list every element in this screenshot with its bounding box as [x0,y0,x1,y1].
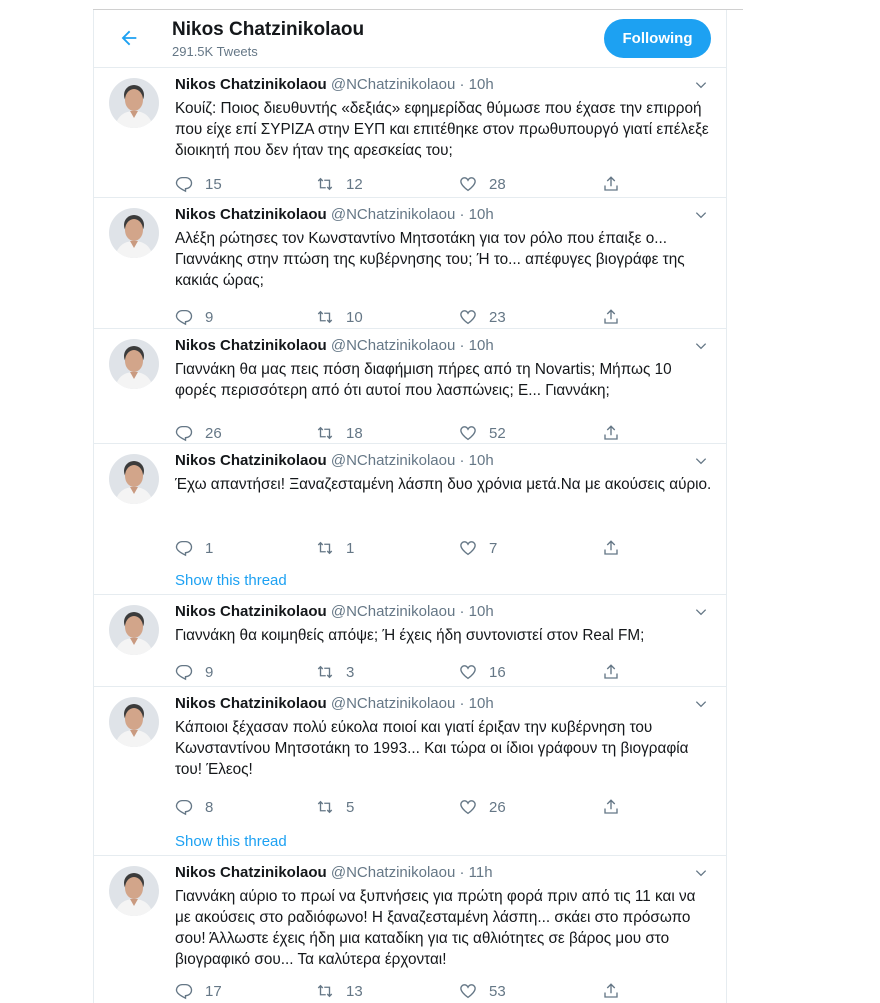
share-button[interactable] [602,173,620,195]
back-button[interactable] [118,27,142,51]
reply-count: 9 [205,663,214,681]
arrow-left-icon [118,27,140,49]
retweet-count: 5 [346,798,355,816]
like-count: 16 [489,663,506,681]
retweet-button[interactable] [316,422,363,444]
retweet-icon [316,982,334,1000]
avatar[interactable] [109,605,159,655]
retweet-icon [316,175,334,193]
heart-icon [459,539,477,557]
tweet-menu-button[interactable] [694,339,710,355]
share-icon [602,175,620,193]
meta-separator: · [459,337,465,354]
tweet-text: Γιαννάκη θα κοιμηθείς απόψε; Ή έχεις ήδη συντονιστεί στον Real FM; [175,627,645,644]
chevron-down-icon [694,339,708,353]
tweet-menu-button[interactable] [694,605,710,621]
reply-icon [175,798,193,816]
like-button[interactable] [459,422,506,444]
like-count: 23 [489,308,506,326]
author-name[interactable]: Nikos Chatzinikolaou [175,864,327,881]
like-button[interactable] [459,796,506,818]
reply-button[interactable] [175,422,222,444]
author-handle[interactable]: @NChatzinikolaou [330,864,456,881]
tweet-time[interactable]: 10h [468,452,494,469]
author-handle[interactable]: @NChatzinikolaou [330,452,456,469]
author-handle[interactable]: @NChatzinikolaou [330,695,456,712]
tweet-meta [175,337,494,354]
heart-icon [459,308,477,326]
retweet-icon [316,663,334,681]
retweet-count: 13 [346,982,363,1000]
tweet-time[interactable]: 11h [468,864,493,881]
meta-separator: · [459,603,465,620]
reply-icon [175,308,193,326]
tweet-time[interactable]: 10h [468,206,494,223]
like-count: 7 [489,539,498,557]
tweet-time[interactable]: 10h [468,337,494,354]
tweet-text: Γιαννάκη θα μας πεις πόση διαφήμιση πήρες από τη Novartis; Μήπως 10 φορές περισσότερη από ότι αυτοί που λασπώνεις; Ε... Γιαννάκη; [175,361,672,399]
reply-icon [175,424,193,442]
meta-separator: · [459,695,465,712]
reply-icon [175,982,193,1000]
like-button[interactable] [459,306,506,328]
tweet[interactable] [94,855,726,1003]
share-icon [602,308,620,326]
reply-button[interactable] [175,661,213,683]
share-button[interactable] [602,422,620,444]
like-button[interactable] [459,173,506,195]
avatar[interactable] [109,208,159,258]
reply-icon [175,539,193,557]
tweet[interactable] [94,67,726,197]
retweet-icon [316,798,334,816]
share-icon [602,663,620,681]
tweet-actions [175,661,695,683]
avatar[interactable] [109,697,159,747]
retweet-count: 12 [346,175,363,193]
tweet-time[interactable]: 10h [468,603,494,620]
tweet-actions [175,796,695,818]
heart-icon [459,663,477,681]
retweet-button[interactable] [316,661,354,683]
tweet-text: Κουίζ: Ποιος διευθυντής «δεξιάς» εφημερίδας θύμωσε που έχασε την επιρροή που είχε επί ΣΥΡΙΖΑ στην ΕΥΠ και επιτέθηκε στον πρωθυπουργό γιατί επέλεξε διοικητή που δεν ήταν της αρεσκείας του; [175,100,709,159]
chevron-down-icon [694,454,708,468]
reply-count: 15 [205,175,222,193]
tweet[interactable] [94,197,726,328]
author-handle[interactable]: @NChatzinikolaou [330,206,456,223]
tweet-count: 291.5K Tweets [172,44,258,59]
author-handle[interactable]: @NChatzinikolaou [330,76,456,93]
like-button[interactable] [459,537,497,559]
retweet-count: 10 [346,308,363,326]
reply-count: 26 [205,424,222,442]
tweet-menu-button[interactable] [694,208,710,224]
meta-separator: · [459,76,465,93]
tweet-actions [175,306,695,328]
author-name[interactable]: Nikos Chatzinikolaou [175,206,327,223]
reply-count: 1 [205,539,214,557]
tweet[interactable] [94,328,726,443]
avatar[interactable] [109,866,159,916]
reply-icon [175,175,193,193]
retweet-button[interactable] [316,173,363,195]
following-button[interactable]: Following [604,19,711,58]
reply-icon [175,663,193,681]
chevron-down-icon [694,697,708,711]
tweet-meta [175,695,494,712]
tweet-menu-button[interactable] [694,866,710,882]
like-count: 53 [489,982,506,1000]
tweet-actions [175,980,695,1002]
author-name[interactable]: Nikos Chatzinikolaou [175,76,327,93]
tweet-meta [175,603,494,620]
tweet-actions [175,422,695,444]
retweet-button[interactable] [316,980,363,1002]
share-button[interactable] [602,661,620,683]
share-icon [602,539,620,557]
reply-button[interactable] [175,537,213,559]
retweet-button[interactable] [316,306,363,328]
reply-count: 17 [205,982,222,1000]
retweet-button[interactable] [316,796,354,818]
like-count: 28 [489,175,506,193]
reply-button[interactable] [175,796,213,818]
meta-separator: · [459,206,465,223]
profile-name: Nikos Chatzinikolaou [172,19,365,40]
tweet-text: Έχω απαντήσει! Ξαναζεσταμένη λάσπη δυο χρόνια μετά.Να με ακούσεις αύριο. [175,476,712,493]
like-count: 26 [489,798,506,816]
tweet-time[interactable]: 10h [468,76,494,93]
author-name[interactable]: Nikos Chatzinikolaou [175,695,327,712]
reply-count: 8 [205,798,214,816]
share-icon [602,798,620,816]
like-button[interactable] [459,661,506,683]
retweet-button[interactable] [316,537,354,559]
retweet-count: 3 [346,663,355,681]
avatar[interactable] [109,78,159,128]
retweet-icon [316,539,334,557]
reply-button[interactable] [175,173,222,195]
retweet-icon [316,424,334,442]
tweet-actions [175,173,695,195]
timeline-column [93,10,727,1003]
tweet-meta [175,864,493,881]
tweet-menu-button[interactable] [694,697,710,713]
heart-icon [459,798,477,816]
author-handle[interactable]: @NChatzinikolaou [330,603,456,620]
heart-icon [459,175,477,193]
author-name[interactable]: Nikos Chatzinikolaou [175,452,327,469]
chevron-down-icon [694,78,708,92]
meta-separator: · [459,864,465,881]
tweet-text: Κάποιοι ξέχασαν πολύ εύκολα ποιοί και γιατί έριξαν την κυβέρνηση του Κωνσταντίνου Μητσοτάκη το 1993... Και τώρα οι ίδιοι γράφουν τη βιογραφία του! Έλεος! [175,719,689,778]
meta-separator: · [459,452,465,469]
tweet-menu-button[interactable] [694,454,710,470]
author-name[interactable]: Nikos Chatzinikolaou [175,337,327,354]
heart-icon [459,424,477,442]
share-button[interactable] [602,306,620,328]
show-thread-link[interactable]: Show this thread [175,833,287,850]
reply-button[interactable] [175,980,222,1002]
share-icon [602,424,620,442]
tweet[interactable] [94,686,726,855]
tweet-time[interactable]: 10h [468,695,494,712]
tweet-menu-button[interactable] [694,78,710,94]
tweet-meta [175,206,494,223]
retweet-count: 18 [346,424,363,442]
chevron-down-icon [694,208,708,222]
tweet-meta [175,452,494,469]
tweet-text: Γιαννάκη αύριο το πρωί να ξυπνήσεις για πρώτη φορά πριν από τις 11 και να με ακούσεις στο ραδιόφωνο! Η ξαναζεσταμένη λάσπη... σκάει στο πρόσωπο σου! Άλλωστε έχεις ήδη μια καταδίκη για τις αθλιότητες σε βάρος μου στο βιογραφικό σου... Τα καλύτερα έρχονται! [175,888,696,968]
like-count: 52 [489,424,506,442]
tweet[interactable] [94,443,726,594]
share-icon [602,982,620,1000]
tweet-actions [175,537,695,559]
share-button[interactable] [602,537,620,559]
reply-count: 9 [205,308,214,326]
author-name[interactable]: Nikos Chatzinikolaou [175,603,327,620]
heart-icon [459,982,477,1000]
show-thread-link[interactable]: Show this thread [175,572,287,589]
tweet-meta [175,76,494,93]
reply-button[interactable] [175,306,213,328]
tweet[interactable] [94,594,726,686]
profile-header [94,10,726,67]
avatar[interactable] [109,454,159,504]
share-button[interactable] [602,796,620,818]
retweet-icon [316,308,334,326]
tweet-text: Αλέξη ρώτησες τον Κωνσταντίνο Μητσοτάκη για τον ρόλο που έπαιξε ο... Γιαννάκης στην πτώση της κυβέρνησης του; Ή το... απέφυγες βιογράφε της κακιάς ώρας; [175,230,685,289]
author-handle[interactable]: @NChatzinikolaou [330,337,456,354]
chevron-down-icon [694,605,708,619]
like-button[interactable] [459,980,506,1002]
avatar[interactable] [109,339,159,389]
retweet-count: 1 [346,539,355,557]
chevron-down-icon [694,866,708,880]
share-button[interactable] [602,980,620,1002]
